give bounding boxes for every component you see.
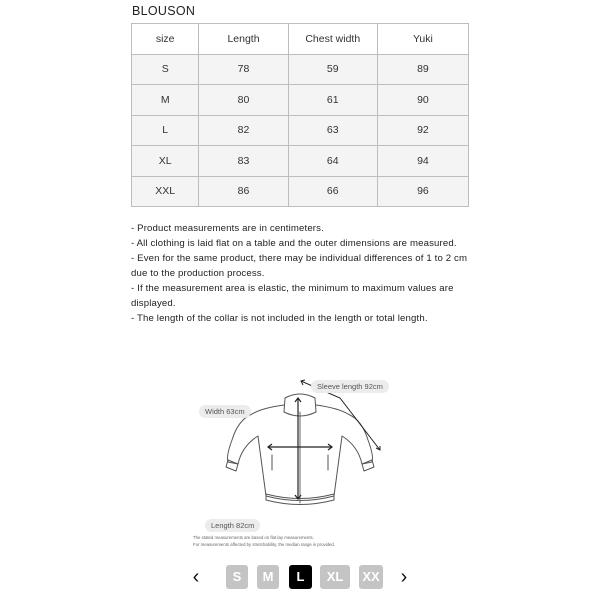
cell-chest-width: 66 — [288, 176, 377, 207]
previous-size-button[interactable]: ‹ — [192, 566, 200, 588]
cell-chest-width: 61 — [288, 85, 377, 116]
cell-yuki: 90 — [377, 85, 468, 116]
note-line: - The length of the collar is not included in the length or total length. — [131, 313, 428, 324]
cell-yuki: 94 — [377, 146, 468, 177]
cell-chest-width: 63 — [288, 115, 377, 146]
cell-length: 80 — [199, 85, 288, 116]
left-cuff — [226, 460, 238, 471]
length-arrow-top-head — [295, 398, 301, 402]
column-header-yuki: Yuki — [377, 24, 468, 55]
column-header-length: Length — [199, 24, 288, 55]
cell-size: XXL — [132, 176, 199, 207]
cell-size: XL — [132, 146, 199, 177]
note-line: - Product measurements are in centimeters. — [131, 223, 324, 234]
size-button-xxl[interactable]: XX — [359, 565, 383, 589]
size-chart-table — [131, 23, 469, 207]
hem-band — [266, 494, 334, 505]
cell-yuki: 89 — [377, 54, 468, 85]
cell-length: 86 — [199, 176, 288, 207]
next-size-button[interactable]: › — [400, 566, 408, 588]
size-button-m[interactable]: M — [257, 565, 279, 589]
sleeve-arrow-end-head — [376, 446, 380, 450]
sleeve-arrow-start-head — [301, 380, 305, 385]
table-row — [132, 54, 469, 85]
size-button-s[interactable]: S — [226, 565, 248, 589]
note-line: - If the measurement area is elastic, the minimum to maximum values are displayed. — [131, 283, 454, 309]
column-header-chest-width: Chest width — [288, 24, 377, 55]
collar-outline — [284, 394, 316, 416]
cell-length: 83 — [199, 146, 288, 177]
width-arrow-left-head — [268, 444, 272, 450]
size-button-xl[interactable]: XL — [320, 565, 350, 589]
table-header-row — [132, 24, 469, 55]
cell-yuki: 96 — [377, 176, 468, 207]
right-cuff — [362, 460, 374, 471]
table-row — [132, 146, 469, 177]
cell-length: 78 — [199, 54, 288, 85]
fine-print-line: The stated measurements are based on flat-lay measurements. — [193, 535, 314, 540]
table-row — [132, 115, 469, 146]
cell-chest-width: 64 — [288, 146, 377, 177]
page-title: BLOUSON — [132, 4, 196, 18]
sleeve-length-label: Sleeve length 92cm — [311, 380, 389, 393]
jacket-body-outline — [228, 405, 373, 501]
measurement-notes — [131, 221, 476, 326]
length-arrow-bottom-head — [295, 495, 301, 499]
cell-length: 82 — [199, 115, 288, 146]
table-row — [132, 176, 469, 207]
note-line: - All clothing is laid flat on a table and the outer dimensions are measured. — [131, 238, 457, 249]
column-header-size: size — [132, 24, 199, 55]
width-arrow-right-head — [328, 444, 332, 450]
fine-print-line: For measurements affected by stretchability, the median range is provided. — [193, 542, 335, 547]
table-row — [132, 85, 469, 116]
note-line: - Even for the same product, there may be individual differences of 1 to 2 cm due to the production process. — [131, 253, 468, 279]
cell-size: S — [132, 54, 199, 85]
cell-size: M — [132, 85, 199, 116]
width-label: Width 63cm — [199, 405, 251, 418]
cell-size: L — [132, 115, 199, 146]
cell-chest-width: 59 — [288, 54, 377, 85]
length-label: Length 82cm — [205, 519, 260, 532]
cell-yuki: 92 — [377, 115, 468, 146]
size-button-l[interactable]: L — [289, 565, 312, 589]
